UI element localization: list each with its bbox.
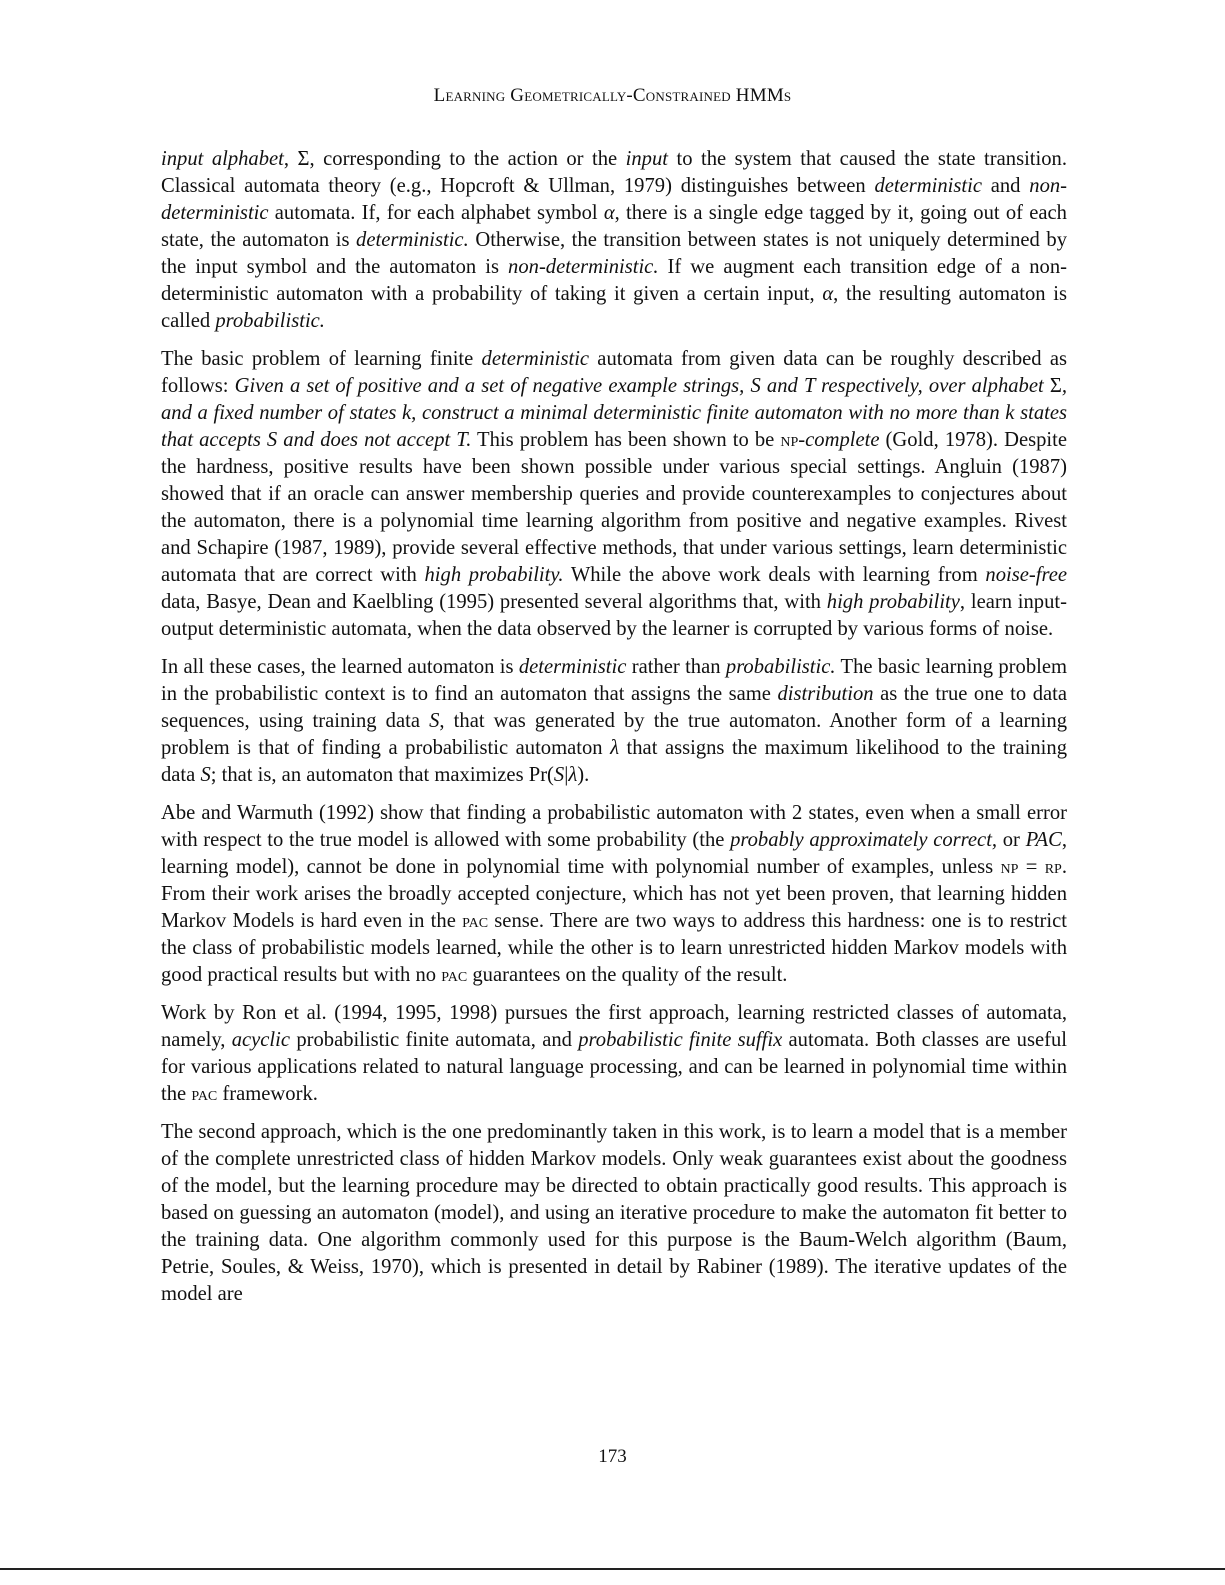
page-number: 173 — [598, 1446, 627, 1467]
text-run: , Σ, corresponding to the action or the — [283, 148, 626, 170]
text-run: to the system that caused the state transition. Classical automata theory (e.g., Hopcroft & Ullman, 1979) distinguishes between — [161, 148, 1067, 197]
text-run: as the true one to data sequences, using training data — [161, 683, 1067, 732]
text-run: , learning model), cannot be done in polynomial time with polynomial number of examples, unless — [161, 829, 1067, 878]
text-run: ; that is, an automaton that maximizes Pr( — [210, 764, 554, 786]
bottom-divider — [0, 1568, 1225, 1570]
italic-run: λ — [568, 764, 578, 786]
text-run: , there is a single edge tagged by it, going out of each state, the automaton is — [161, 202, 1067, 251]
italic-run: high probability. — [424, 564, 564, 586]
text-run: This problem has been shown to be — [471, 429, 781, 451]
text-run: automata from given data can be roughly described as follows: — [161, 348, 1067, 397]
text-run: framework. — [217, 1083, 318, 1105]
italic-run: input alphabet — [161, 148, 284, 170]
text-run: rather than — [626, 656, 726, 678]
italic-run: deterministic. — [356, 229, 469, 251]
text-run: data, Basye, Dean and Kaelbling (1995) presented several algorithms that, with — [161, 591, 827, 613]
italic-run: non-deterministic. — [508, 256, 659, 278]
small-caps-run: pac — [462, 910, 489, 932]
italic-run: deterministic — [874, 175, 982, 197]
paragraph-2 — [161, 346, 1067, 643]
text-run: ). — [577, 764, 590, 786]
small-caps-run: pac — [191, 1083, 218, 1105]
italic-run: probabilistic. — [725, 656, 836, 678]
italic-run: deterministic — [481, 348, 590, 370]
paragraph-4 — [161, 800, 1067, 989]
text-run: The basic problem of learning finite — [161, 348, 482, 370]
small-caps-run: rp — [1044, 856, 1062, 878]
italic-run: α — [822, 283, 834, 305]
italic-run: noise-free — [985, 564, 1067, 586]
small-caps-run: np — [780, 429, 799, 451]
text-run: guarantees on the quality of the result. — [467, 964, 788, 986]
paragraph-5 — [161, 1000, 1067, 1108]
text-run: While the above work deals with learning from — [563, 564, 986, 586]
paragraph-3 — [161, 654, 1067, 789]
italic-run: , and a fixed number of states k, construct a minimal deterministic finite automaton with no more than k states that accepts S and does not accept T. — [161, 375, 1067, 451]
italic-run: probabilistic finite suffix — [578, 1029, 783, 1051]
text-run: If we augment each transition edge of a non-deterministic automaton with a probability of taking it given a certain input, — [161, 256, 1067, 305]
text-run: The second approach, which is the one predominantly taken in this work, is to learn a model that is a member of the complete unrestricted class of hidden Markov models. Only weak guarantees exist about the goodness of the model, but the learning procedure may be directed to obtain practically good results. This approach is based on guessing an automaton (model), and using an iterative procedure to make the automaton fit better to the training data. One algorithm commonly used for this purpose is the Baum-Welch algorithm (Baum, Petrie, Soules, & Weiss, 1970), which is presented in detail by Rabiner (1989). The iterative updates of the model are — [161, 1121, 1067, 1305]
paragraph-6 — [161, 1119, 1067, 1308]
text-run: Abe and Warmuth (1992) show that finding a probabilistic automaton with 2 states, even when a small error with respect to the true model is allowed with some probability (the — [161, 802, 1067, 851]
italic-run: α — [603, 202, 615, 224]
italic-run: non-deterministic — [161, 175, 1068, 224]
small-caps-run: np — [1000, 856, 1019, 878]
text-run: , the resulting automaton is called — [161, 283, 1067, 332]
text-run: In all these cases, the learned automaton is — [161, 656, 519, 678]
body-text — [161, 146, 1067, 1319]
italic-run: probably approximately correct, — [730, 829, 998, 851]
text-run: . From their work arises the broadly accepted conjecture, which has not yet been proven, that learning hidden Markov Models is hard even in the — [161, 856, 1067, 932]
paragraph-1 — [161, 146, 1067, 335]
text-run: = — [1018, 856, 1045, 878]
text-run: automata. If, for each alphabet symbol — [268, 202, 604, 224]
text-run: or — [997, 829, 1026, 851]
italic-run: λ — [610, 737, 620, 759]
text-run: The basic learning problem in the probabilistic context is to find an automaton that assigns the same — [161, 656, 1067, 705]
italic-run: input — [625, 148, 668, 170]
text-run: , learn input-output deterministic automata, when the data observed by the learner is corrupted by various forms of noise. — [161, 591, 1067, 640]
italic-run: acyclic — [231, 1029, 291, 1051]
italic-run: Given a set of positive and a set of negative example strings, S and T respectively, over alphabet — [234, 375, 1050, 397]
italic-run: S — [200, 764, 211, 786]
italic-run: PAC — [1025, 829, 1062, 851]
running-head-title: Learning Geometrically-Constrained HMMs — [433, 85, 792, 106]
text-run: and — [981, 175, 1030, 197]
italic-run: S — [553, 764, 565, 786]
text-run: Otherwise, the transition between states is not uniquely determined by the input symbol and the automaton is — [161, 229, 1067, 278]
text-run: | — [564, 764, 569, 786]
italic-run: high probability — [826, 591, 960, 613]
text-run: automata. Both classes are useful for various applications related to natural language processing, and can be learned in polynomial time within the — [161, 1029, 1068, 1105]
italic-run: distribution — [777, 683, 874, 705]
text-run: Work by Ron et al. (1994, 1995, 1998) pursues the first approach, learning restricted classes of automata, namely, — [161, 1002, 1067, 1051]
italic-run: probabilistic. — [215, 310, 325, 332]
text-run: probabilistic finite automata, and — [290, 1029, 579, 1051]
text-run: , that was generated by the true automaton. Another form of a learning problem is that of finding a probabilistic automaton — [161, 710, 1067, 759]
text-run: sense. There are two ways to address this hardness: one is to restrict the class of probabilistic models learned, while the other is to learn unrestricted hidden Markov models with good practical results but with no — [161, 910, 1067, 986]
text-run: Σ — [1049, 375, 1062, 397]
small-caps-run: pac — [441, 964, 468, 986]
italic-run: deterministic — [518, 656, 627, 678]
italic-run: -complete — [798, 429, 880, 451]
text-run: that assigns the maximum likelihood to the training data — [161, 737, 1067, 786]
text-run: (Gold, 1978). Despite the hardness, positive results have been shown possible under various special settings. Angluin (1987) showed that if an oracle can answer membership queries and provide counterexamples to conjectures about the automaton, there is a polynomial time learning algorithm from positive and negative examples. Rivest and Schapire (1987, 1989), provide several effective methods, that under various settings, learn deterministic automata that are correct with — [161, 429, 1067, 586]
italic-run: S — [429, 710, 440, 732]
